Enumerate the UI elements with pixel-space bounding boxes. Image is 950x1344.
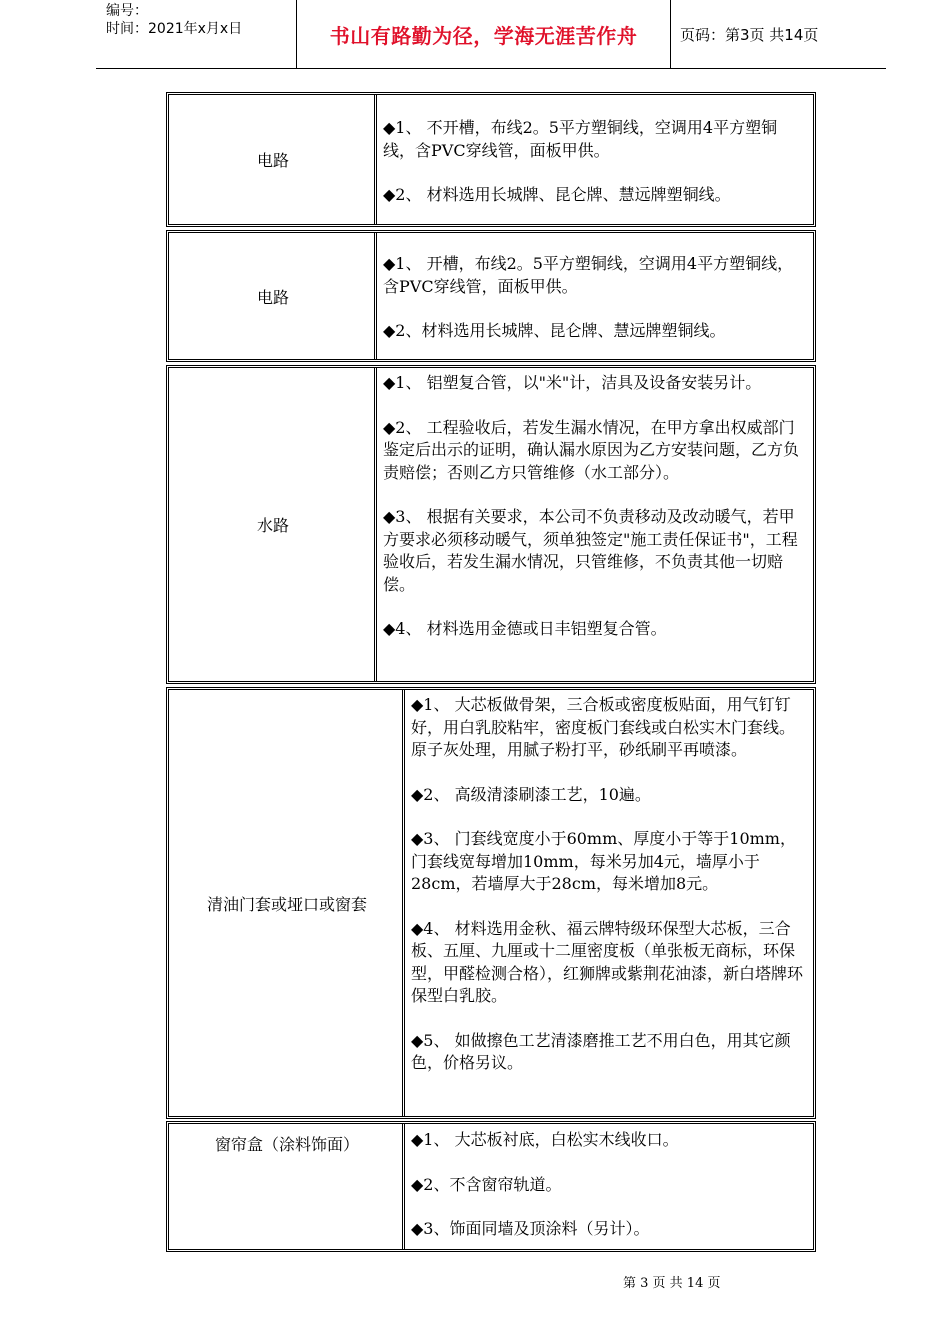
spec-item: ◆1、 铝塑复合管，以"米"计，洁具及设备安装另计。 <box>383 373 762 392</box>
column-divider <box>374 233 377 359</box>
row-content <box>380 368 813 681</box>
header-meta <box>106 2 242 38</box>
spec-item: ◆5、 如做擦色工艺清漆磨推工艺不用白色，用其它颜色，价格另议。 <box>411 1030 791 1072</box>
page-header <box>96 0 886 69</box>
page-footer: 第 3 页 共 14 页 <box>623 1276 721 1291</box>
row-label: 电路 <box>256 151 289 170</box>
header-divider <box>670 0 671 68</box>
row-label: 水路 <box>256 516 289 535</box>
row-content <box>380 233 813 359</box>
column-divider <box>374 368 377 681</box>
row-content <box>408 1124 813 1249</box>
spec-item: ◆1、 不开槽，布线2。5平方塑铜线，空调用4平方塑铜线，含PVC穿线管，面板甲供。 <box>383 118 778 160</box>
spec-item: ◆1、 开槽，布线2。5平方塑铜线，空调用4平方塑铜线，含PVC穿线管，面板甲供。 <box>383 254 794 296</box>
row-label: 电路 <box>256 287 289 307</box>
spec-table-row <box>166 687 816 1119</box>
spec-table-row <box>166 92 816 227</box>
spec-item: ◆2、 工程验收后，若发生漏水情况，在甲方拿出权威部门鉴定后出示的证明，确认漏水原因为乙方安装问题，乙方负责赔偿；否则乙方只管维修（水工部分）。 <box>383 417 800 482</box>
document-date: 时间：2021年x月x日 <box>106 21 243 37</box>
column-divider <box>402 690 405 1116</box>
header-page-info: 页码：第3页 共14页 <box>680 26 819 44</box>
spec-item: ◆4、 材料选用金德或日丰铝塑复合管。 <box>383 619 667 638</box>
row-content <box>408 690 813 1116</box>
header-motto: 书山有路勤为径，学海无涯苦作舟 <box>329 24 638 48</box>
row-label: 清油门套或垭口或窗套 <box>206 894 367 914</box>
spec-item: ◆2、 高级清漆刷漆工艺，10遍。 <box>411 784 651 804</box>
spec-item: ◆2、不含窗帘轨道。 <box>411 1174 562 1194</box>
spec-table-row <box>166 230 816 362</box>
spec-item: ◆1、 大芯板衬底，白松实木线收口。 <box>411 1130 679 1149</box>
spec-item: ◆3、饰面同墙及顶涂料（另计）。 <box>411 1219 650 1238</box>
row-content <box>380 95 813 224</box>
document-number-label: 编号： <box>106 3 148 19</box>
spec-item: ◆3、 门套线宽度小于60mm、厚度小于等于10mm，门套线宽每增加10mm，每米另加4元，墙厚小于28cm，若墙厚大于28cm，每米增加8元。 <box>411 829 796 893</box>
spec-item: ◆2、 材料选用长城牌、昆仑牌、慧远牌塑铜线。 <box>383 185 731 204</box>
spec-item: ◆4、 材料选用金秋、福云牌特级环保型大芯板，三合板、五厘、九厘或十二厘密度板（单张板无商标，环保型，甲醛检测合格），红狮牌或紫荆花油漆，新白塔牌环保型白乳胶。 <box>411 918 804 1005</box>
spec-table-row <box>166 1121 816 1252</box>
spec-item: ◆3、 根据有关要求，本公司不负责移动及改动暖气，若甲方要求必须移动暖气，须单独签定"施工责任保证书"，工程验收后，若发生漏水情况，只管维修，不负责其他一切赔偿。 <box>383 507 798 594</box>
column-divider <box>402 1124 405 1249</box>
column-divider <box>374 95 377 224</box>
row-label: 窗帘盒（涂料饰面） <box>214 1135 359 1154</box>
spec-item: ◆1、 大芯板做骨架，三合板或密度板贴面，用气钉钉好，用白乳胶粘牢，密度板门套线或白松实木门套线。原子灰处理，用腻子粉打平，砂纸刷平再喷漆。 <box>411 695 796 759</box>
spec-item: ◆2、材料选用长城牌、昆仑牌、慧远牌塑铜线。 <box>383 321 726 340</box>
spec-table-row <box>166 365 816 684</box>
